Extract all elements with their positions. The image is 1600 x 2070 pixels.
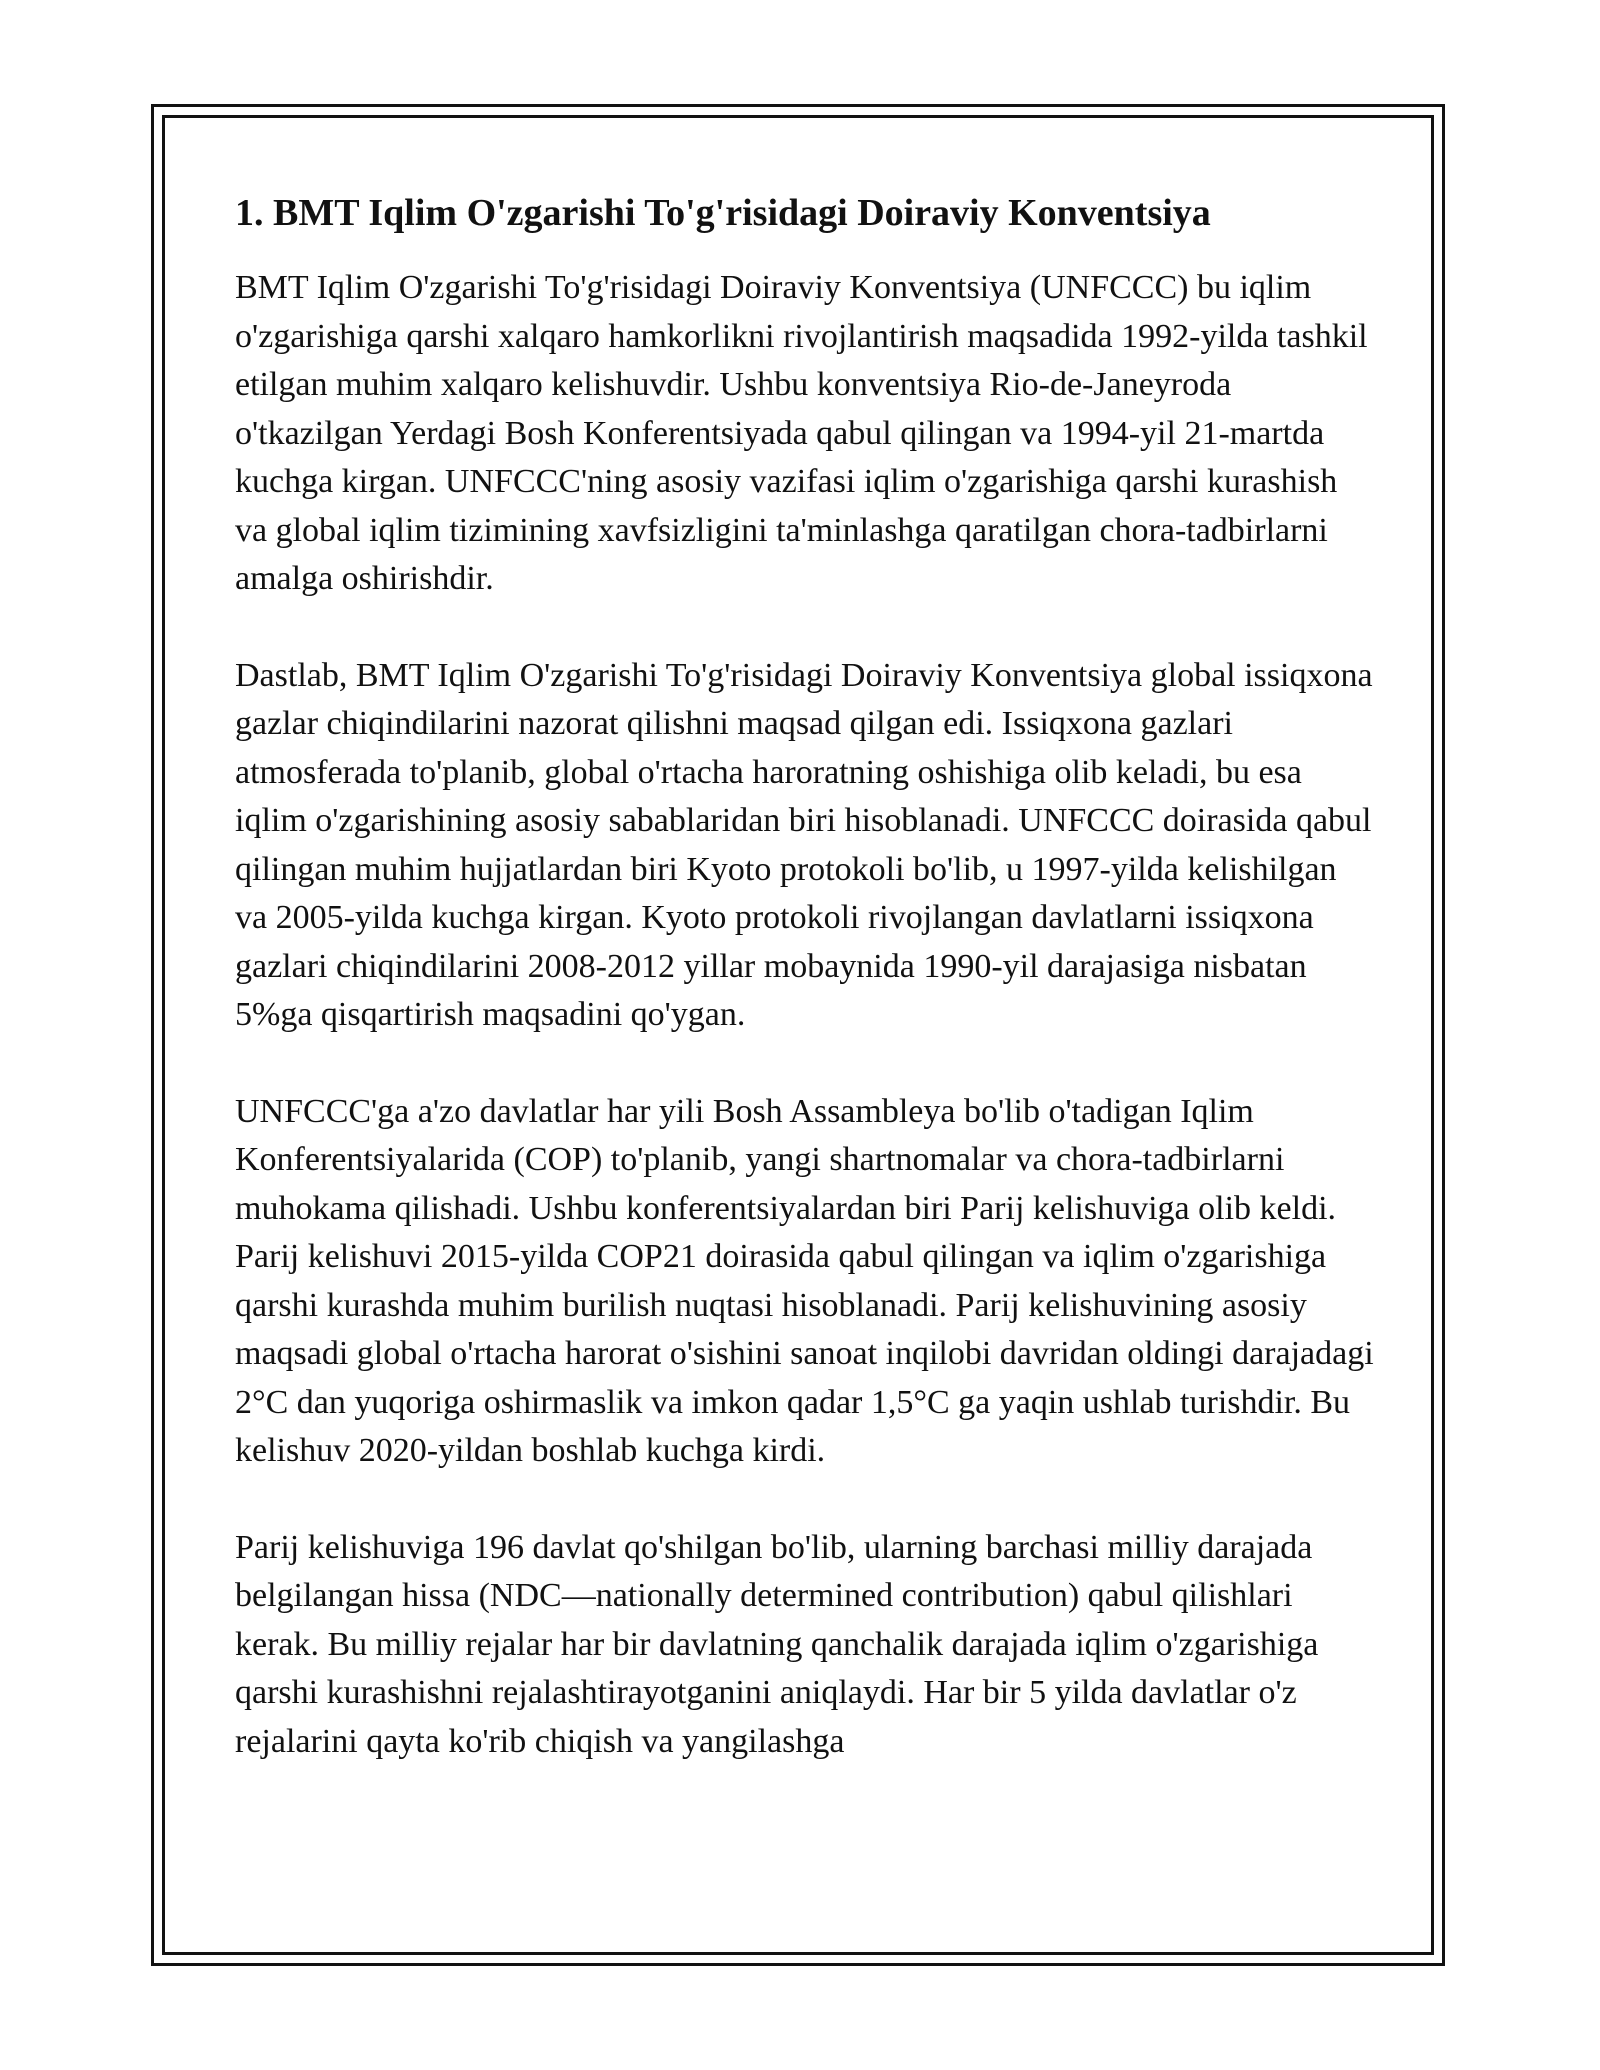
paragraph-3: UNFCCC'ga a'zo davlatlar har yili Bosh Assambleya bo'lib o'tadigan Iqlim Konferentsiyalarida (COP) to'planib, yangi shartnomalar va chora-tadbirlarni muhokama qilishadi. Ushbu konferentsiyalardan biri Parij kelishuviga olib keldi. Parij kelishuvi 2015-yilda COP21 doirasida qabul qilingan va iqlim o'zgarishiga qarshi kurashda muhim burilish nuqtasi hisoblanadi. Parij kelishuvining asosiy maqsadi global o'rtacha harorat o'sishini sanoat inqilobi davridan oldingi darajadagi 2°C dan yuqoriga oshirmaslik va imkon qadar 1,5°C ga yaqin ushlab turishdir. Bu kelishuv 2020-yildan boshlab kuchga kirdi. <box>235 1092 1374 1469</box>
paragraph-4: Parij kelishuviga 196 davlat qo'shilgan bo'lib, ularning barchasi milliy darajada belgilangan hissa (NDC—nationally determined contribution) qabul qilishlari kerak. Bu milliy rejalar har bir davlatning qanchalik darajada iqlim o'zgarishiga qarshi kurashishni rejalashtirayotganini aniqlaydi. Har bir 5 yilda davlatlar o'z rejalarini qayta ko'rib chiqish va yangilashga <box>235 1528 1319 1760</box>
section-heading: 1. BMT Iqlim O'zgarishi To'g'risidagi Doiraviy Konventsiya <box>235 192 1211 234</box>
paragraph-2: Dastlab, BMT Iqlim O'zgarishi To'g'risidagi Doiraviy Konventsiya global issiqxona gazlar chiqindilarini nazorat qilishni maqsad qilgan edi. Issiqxona gazlari atmosferada to'planib, global o'rtacha haroratning oshishiga olib keladi, bu esa iqlim o'zgarishining asosiy sabablaridan biri hisoblanadi. UNFCCC doirasida qabul qilingan muhim hujjatlardan biri Kyoto protokoli bo'lib, u 1997-yilda kelishilgan va 2005-yilda kuchga kirgan. Kyoto protokoli rivojlangan davlatlarni issiqxona gazlari chiqindilarini 2008-2012 yillar mobaynida 1990-yil darajasiga nisbatan 5%ga qisqartirish maqsadini qo'ygan. <box>235 656 1373 1033</box>
paragraph-1: BMT Iqlim O'zgarishi To'g'risidagi Doiraviy Konventsiya (UNFCCC) bu iqlim o'zgarishiga qarshi xalqaro hamkorlikni rivojlantirish maqsadida 1992-yilda tashkil etilgan muhim xalqaro kelishuvdir. Ushbu konventsiya Rio-de-Janeyroda o'tkazilgan Yerdagi Bosh Konferentsiyada qabul qilingan va 1994-yil 21-martda kuchga kirgan. UNFCCC'ning asosiy vazifasi iqlim o'zgarishiga qarshi kurashish va global iqlim tizimining xavfsizligini ta'minlashga qaratilgan chora-tadbirlarni amalga oshirishdir. <box>235 269 1368 597</box>
document-body <box>235 188 1375 1766</box>
